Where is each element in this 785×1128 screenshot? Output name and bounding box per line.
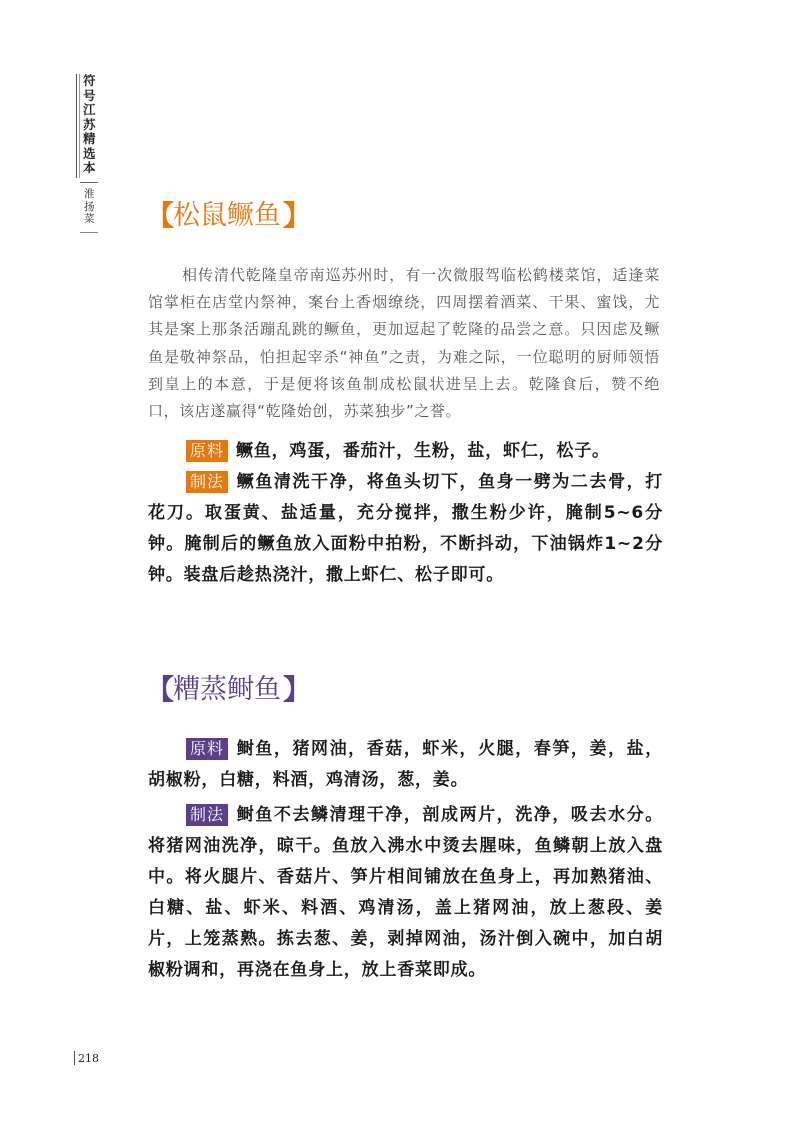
method-label: 制法 [186,804,228,826]
recipe-body-2 [148,734,663,986]
recipe-body-1 [148,436,663,591]
side-rule-inner [79,74,80,178]
page-number [74,1050,99,1066]
category-label: 淮扬菜 [84,188,95,225]
method-label: 制法 [186,471,228,493]
method-text: 鳜鱼清洗干净，将鱼头切下，鱼身一劈为二去骨，打花刀。取蛋黄、盐适量，充分搅拌，撒生粉少许，腌制5~6分钟。腌制后的鳜鱼放入面粉中拍粉，不断抖动，下油锅炸1~2分钟。装盘后趁热浇汁，撒上虾仁、松子即可。 [148,472,663,585]
side-bottom-rule [80,232,98,233]
bracket-open-icon: 【 [146,199,172,232]
method-paragraph [148,800,663,986]
bracket-close-icon: 】 [283,673,309,706]
ingredients-label: 原料 [186,738,228,760]
page-number-bar [74,1051,75,1065]
recipe-name: 糟蒸鲥鱼 [173,674,282,705]
method-paragraph [148,467,663,591]
bracket-close-icon: 】 [283,199,309,232]
ingredients-paragraph [148,734,663,796]
method-text: 鲥鱼不去鳞清理干净，剖成两片，洗净，吸去水分。将猪网油洗净，晾干。鱼放入沸水中烫去腥味，鱼鳞朝上放入盘中。将火腿片、香菇片、笋片相间铺放在鱼身上，再加熟猪油、白糖、盐、虾米、料酒、鸡清汤，盖上猪网油，放上葱段、姜片，上笼蒸熟。拣去葱、姜，剥掉网油，汤汁倒入碗中，加白胡椒粉调和，再浇在鱼身上，放上香菜即成。 [148,805,663,980]
book-title: 符号江苏精选本 [83,73,96,175]
ingredients-text: 鳜鱼，鸡蛋，番茄汁，生粉，盐，虾仁，松子。 [236,441,610,461]
recipe-title-1 [146,198,308,234]
bracket-open-icon: 【 [146,673,172,706]
side-separator [80,182,98,183]
ingredients-text: 鲥鱼，猪网油，香菇，虾米，火腿，春笋，姜，盐，胡椒粉，白糖，料酒，鸡清汤，葱，姜。 [148,739,663,790]
recipe-intro: 相传清代乾隆皇帝南巡苏州时，有一次微服驾临松鹤楼菜馆，适逢菜馆掌柜在店堂内祭神，案台上香烟缭绕，四周摆着酒菜、干果、蜜饯，尤其是案上那条活蹦乱跳的鳜鱼，更加逗起了乾隆的品尝之意。只因虑及鳜鱼是敬神祭品，怕担起宰杀“神鱼”之责，为难之际，一位聪明的厨师领悟到皇上的本意，于是便将该鱼制成松鼠状进呈上去。乾隆食后，赞不绝口，该店遂赢得“乾隆始创，苏菜独步”之誉。 [148,266,660,421]
ingredients-label: 原料 [186,440,228,462]
recipe-name: 松鼠鳜鱼 [173,200,282,231]
side-rule [76,74,77,178]
recipe-title-2 [146,672,308,708]
page-number-text: 218 [78,1051,99,1065]
ingredients-paragraph [148,436,663,467]
